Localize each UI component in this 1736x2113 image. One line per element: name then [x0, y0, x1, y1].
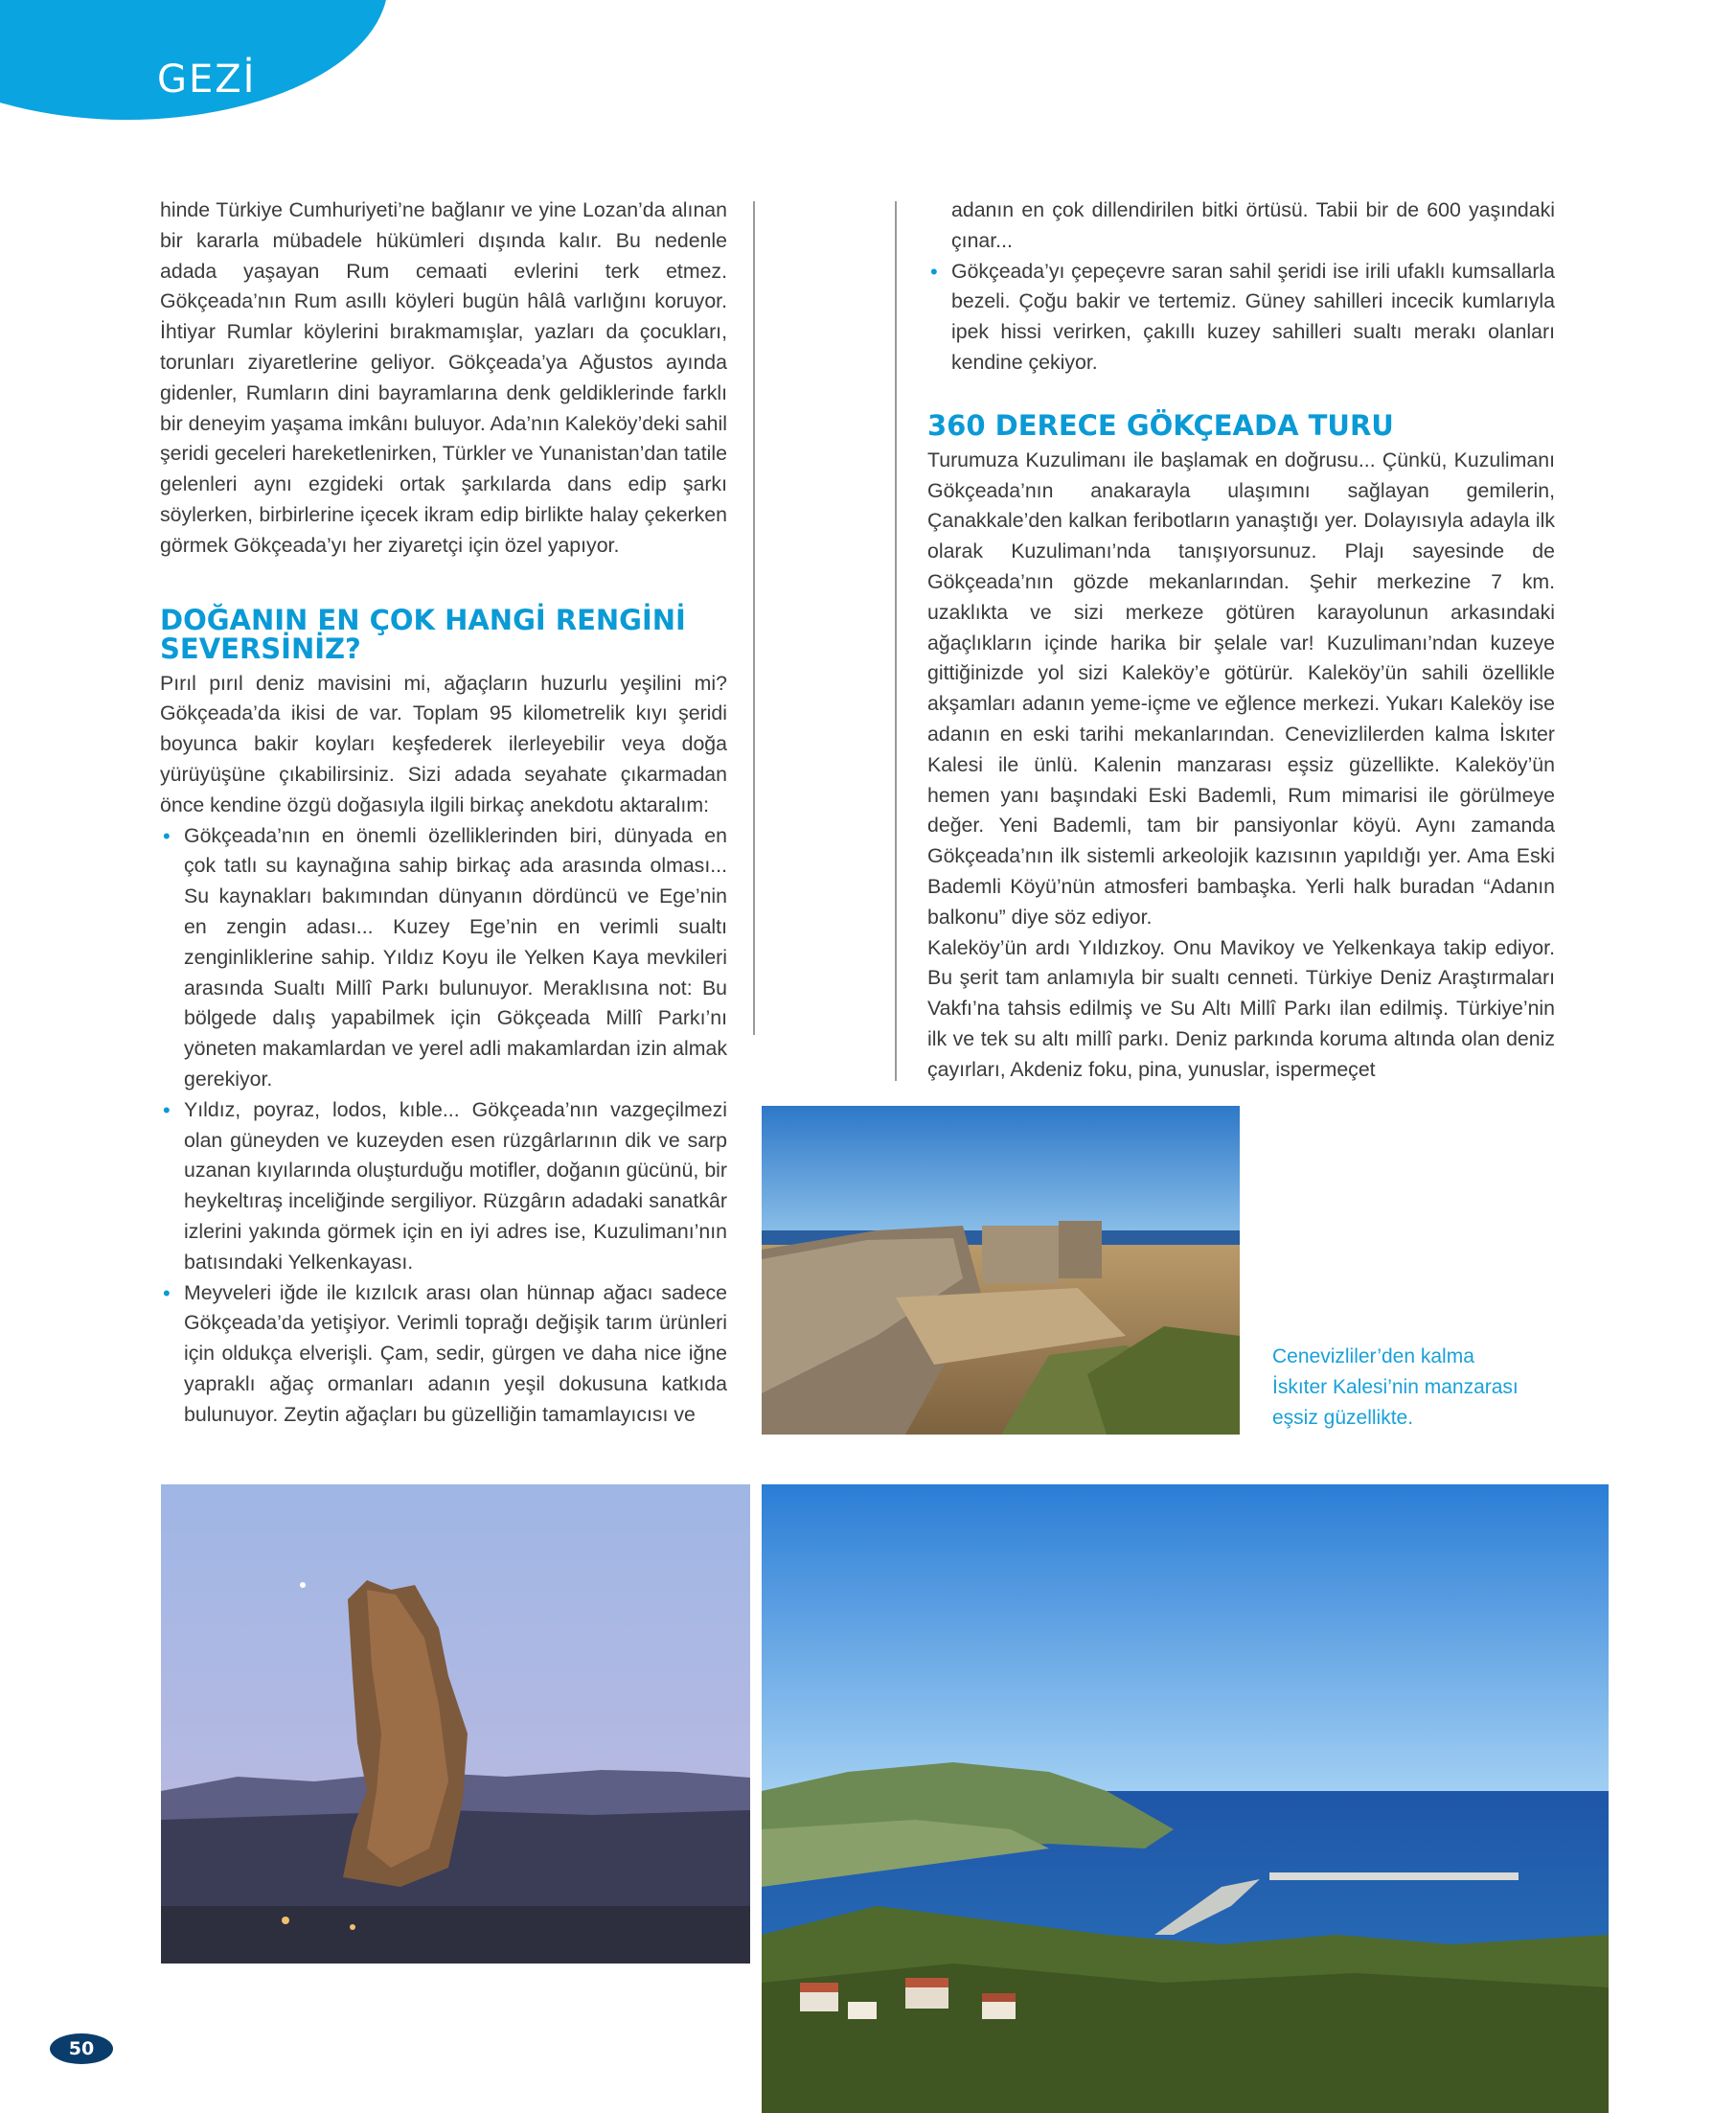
intro-paragraph: hinde Türkiye Cumhuriyeti’ne bağlanır ve yine Lozan’da alınan bir kararla mübadele hükümleri dışında kalır. Bu nedenle adada yaşayan Rum cemaati evlerini terk etmez. Gökçeada’nın Rum asıllı köyleri bugün hâlâ varlığını koruyor. İhtiyar Rumlar köylerini bırakmamışlar, yazları da çocukları, torunları ziyaretlerine geliyor. Gökçeada’ya Ağustos ayında gidenler, Rumların dini bayramlarına denk geldiklerinde farklı bir deneyim yaşama imkânı buluyor. Ada’nın Kaleköy’deki sahil şeridi geceleri hareketlenirken, Türkler ve Yunanistan’dan tatile gelenleri aynı ezgideki ortak şarkılarda dans edip şarkı söylerken, birbirlerine içecek ikram edip birlikte halay çekerken görmek Gökçeada’yı her ziyaretçi için özel yapıyor.	[160, 198, 727, 557]
column-rule-right	[895, 201, 897, 1081]
right-bullet-list	[927, 257, 1555, 379]
column-rule-left	[753, 201, 755, 1035]
right-column	[927, 195, 1555, 1086]
list-item: • Gökçeada’yı çepeçevre saran sahil şeridi ise irili ufaklı kumsallarla bezeli. Çoğu bakir ve tertemiz. Güney sahilleri incecik kumlarıyla ipek hissi verirken, çakıllı kuzey sahilleri sualtı merakı olanları kendine çekiyor.	[927, 257, 1555, 379]
right-heading: 360 DERECE GÖKÇEADA TURU	[927, 408, 1394, 442]
list-item: • Meyveleri iğde ile kızılcık arası olan hünnap ağacı sadece Gökçeada’da yetişiyor. Verimli toprağı değişik tarım ürünleri için oldukça elverişli. Çam, sedir, gürgen ve daha nice iğne yapraklı ağaç ormanları adanın yeşil dokusuna katkıda bulunuyor. Zeytin ağaçları bu güzelliğin tamamlayıcısı ve	[160, 1278, 727, 1431]
right-continuation: adanın en çok dillendirilen bitki örtüsü. Tabii bir de 600 yaşındaki çınar...	[951, 198, 1555, 252]
left-bullet-list	[160, 821, 727, 1431]
ruin-photo	[161, 1484, 750, 1964]
list-item: • Yıldız, poyraz, lodos, kıble... Gökçeada’nın vazgeçilmezi olan güneyden ve kuzeyden esen rüzgârlarının dik ve sarp uzanan kıyılarında oluşturduğu motifler, doğanın gücünü, bir heykeltıraş inceliğinde sergiliyor. Rüzgârın adadaki sanatkâr izlerini yakında görmek için en iyi adres ise, Kuzulimanı’nın batısındaki Yelkenkayası.	[160, 1095, 727, 1278]
left-heading: DOĞANIN EN ÇOK HANGİ RENGİNİ SEVERSİNİZ?	[160, 603, 686, 665]
section-tag: GEZİ	[157, 57, 257, 102]
right-paragraph-1: Turumuza Kuzulimanı ile başlamak en doğrusu... Çünkü, Kuzulimanı Gökçeada’nın anakarayla ulaşımını sağlayan gemilerin, Çanakkale’den kalkan feribotların yanaştığı yer. Dolayısıyla adayla ilk olarak Kuzulimanı’nda tanışıyorsunuz. Plajı sayesinde de Gökçeada’nın gözde mekanlarından. Şehir merkezine 7 km. uzaklıkta ve sizi merkeze götüren karayolunun arkasındaki ağaçlıkların içinde harika bir şelale var! Kuzulimanı’ndan kuzeye gittiğinizde yol sizi Kaleköy’e götürür. Kaleköy’ün sahili özellikle akşamları adanın yeme-içme ve eğlence merkezi. Yukarı Kaleköy ise adanın en eski tarihi mekanlarından. Cenevizlilerden kalma İskıter Kalesi ile ünlü. Kalenin manzarası eşsiz güzellikte. Kaleköy’ün hemen yanı başındaki Eski Bademli, Rum mimarisi ile görülmeye değer. Yeni Bademli, tam bir pansiyonlar köyü. Aynı zamanda Gökçeada’nın ilk sistemli arkeolojik kazısının yapıldığı yer. Ama Eski Bademli Köyü’nün atmosferi bambaşka. Yerli halk buradan “Adanın balkonu” diye söz ediyor.	[927, 448, 1555, 929]
right-paragraph-2: Kaleköy’ün ardı Yıldızkoy. Onu Mavikoy ve Yelkenkaya takip ediyor. Bu şerit tam anlamıyla bir sualtı cenneti. Türkiye Deniz Araştırmaları Vakfı’na tahsis edilmiş ve Su Altı Millî Parkı ilan edilmiş. Türkiye’nin ilk ve tek su altı millî parkı. Deniz parkında koruma altında olan deniz çayırları, Akdeniz foku, pina, yunuslar, ispermeçet	[927, 935, 1555, 1081]
bullet-icon: •	[163, 1280, 171, 1305]
left-paragraph: Pırıl pırıl deniz mavisini mi, ağaçların huzurlu yeşilini mi? Gökçeada’da ikisi de var. Toplam 95 kilometrelik kıyı şeridi boyunca bakir koyları keşfederek ilerleyebilir veya doğa yürüyüşüne çıkabilirsiniz. Sizi adada seyahate çıkarmadan önce kendine özgü doğasıyla ilgili birkaç anekdotu aktaralım:	[160, 671, 727, 816]
left-column	[160, 195, 727, 1430]
page-number-badge: 50	[50, 2033, 113, 2064]
bullet-icon: •	[163, 823, 171, 848]
harbour-photo	[762, 1484, 1609, 2113]
bullet-icon: •	[930, 259, 938, 284]
list-item: • Gökçeada’nın en önemli özelliklerinden biri, dünyada en çok tatlı su kaynağına sahip birkaç ada arasında olması... Su kaynakları bakımından dünyanın dördüncü ve Ege’nin en zengin adası... Kuzey Ege’nin en verimli sualtı zenginliklerine sahip. Yıldız Koyu ile Yelken Kaya mevkileri arasında Sualtı Millî Parkı bulunuyor. Meraklısına not: Bu bölgede dalış yapabilmek için Gökçeada Millî Parkı’nı yöneten makamlardan ve yerel adli makamlardan izin almak gerekiyor.	[160, 821, 727, 1095]
bullet-icon: •	[163, 1097, 171, 1122]
castle-photo	[762, 1106, 1240, 1435]
castle-caption: Cenevizliler’den kalma İskıter Kalesi’nin manzarası eşsiz güzellikte.	[1272, 1345, 1519, 1429]
